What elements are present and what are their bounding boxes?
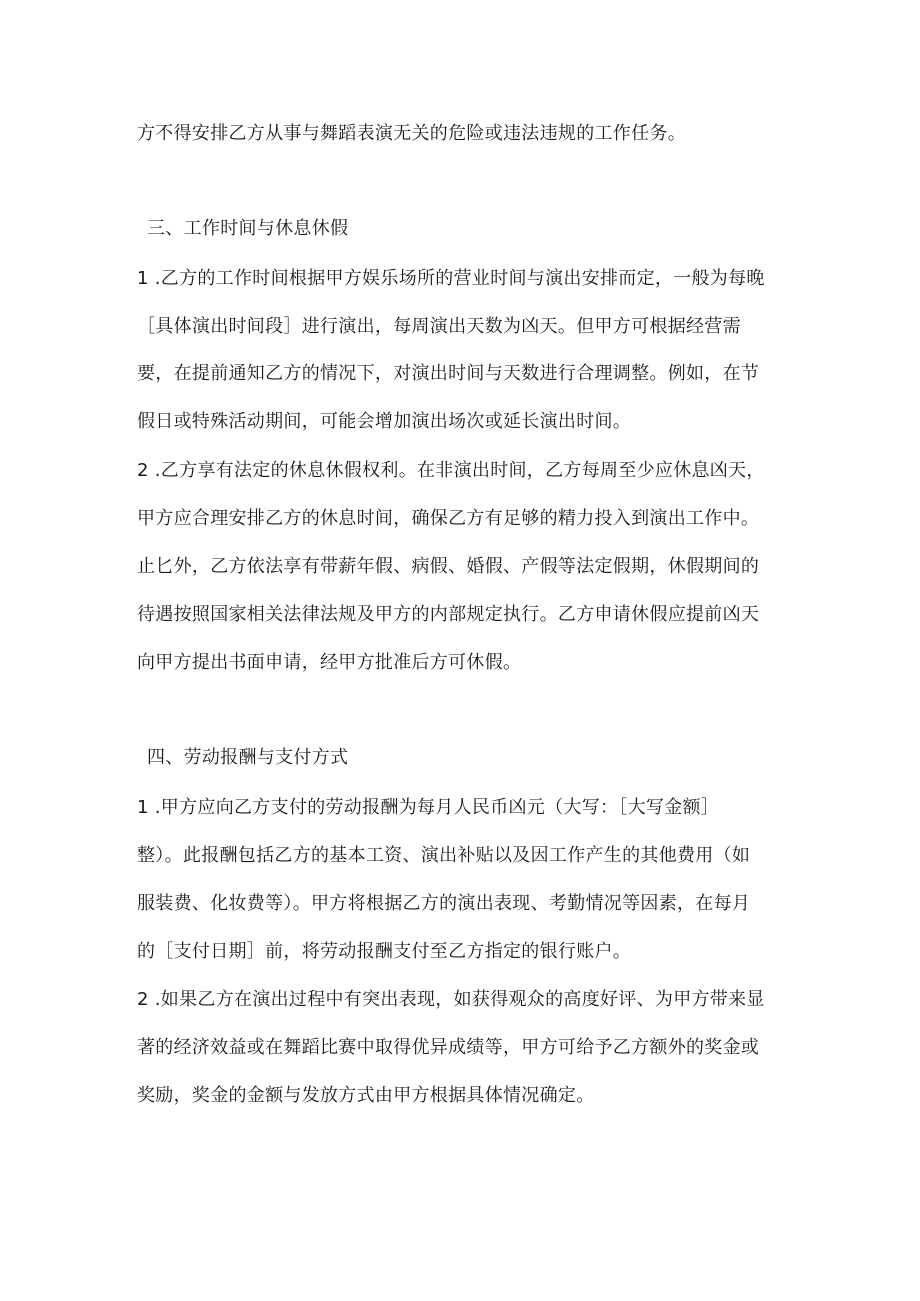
text-line: 奖励，奖金的金额与发放方式由甲方根据具体情况确定。 [137, 1085, 595, 1106]
text-line: 著的经济效益或在舞蹈比赛中取得优异成绩等，甲方可给予乙方额外的奖金或 [137, 1037, 760, 1058]
text-line: 待遇按照国家相关法律法规及甲方的内部规定执行。乙方申请休假应提前凶天 [137, 604, 760, 625]
text-line: 假日或特殊活动期间，可能会增加演出场次或延长演出时间。 [137, 411, 632, 432]
section-3-heading: 三、工作时间与休息休假 [147, 218, 349, 239]
text-line: 要，在提前通知乙方的情况下，对演出时间与天数进行合理调整。例如，在节 [137, 363, 760, 384]
text-line: ［具体演出时间段］进行演出，每周演出天数为凶天。但甲方可根据经营需 [137, 316, 741, 337]
text-line: 止匕外，乙方依法享有带薪年假、病假、婚假、产假等法定假期，休假期间的 [137, 556, 760, 577]
text-line: 2 .乙方享有法定的休息休假权利。在非演出时间，乙方每周至少应休息凶天， [137, 460, 765, 481]
text-line: 1 .乙方的工作时间根据甲方娱乐场所的营业时间与演出安排而定，一般为每晚 [137, 268, 765, 289]
text-line: 整）。此报酬包括乙方的基本工资、演出补贴以及因工作产生的其他费用（如 [137, 845, 751, 866]
text-line: 向甲方提出书面申请，经甲方批准后方可休假。 [137, 652, 522, 673]
continuation-paragraph: 方不得安排乙方从事与舞蹈表演无关的危险或违法违规的工作任务。 [137, 123, 686, 144]
text-line: 1 .甲方应向乙方支付的劳动报酬为每月人民币凶元（大写：［大写金额］ [137, 797, 720, 818]
text-line: 2 .如果乙方在演出过程中有突出表现，如获得观众的高度好评、为甲方带来显 [137, 989, 765, 1010]
text-line: 服装费、化妆费等）。甲方将根据乙方的演出表现、考勤情况等因素，在每月 [137, 893, 751, 914]
text-line: 甲方应合理安排乙方的休息时间，确保乙方有足够的精力投入到演出工作中。 [137, 508, 760, 529]
text-line: 的［支付日期］前，将劳动报酬支付至乙方指定的银行账户。 [137, 941, 632, 962]
section-4-heading: 四、劳动报酬与支付方式 [147, 747, 349, 768]
